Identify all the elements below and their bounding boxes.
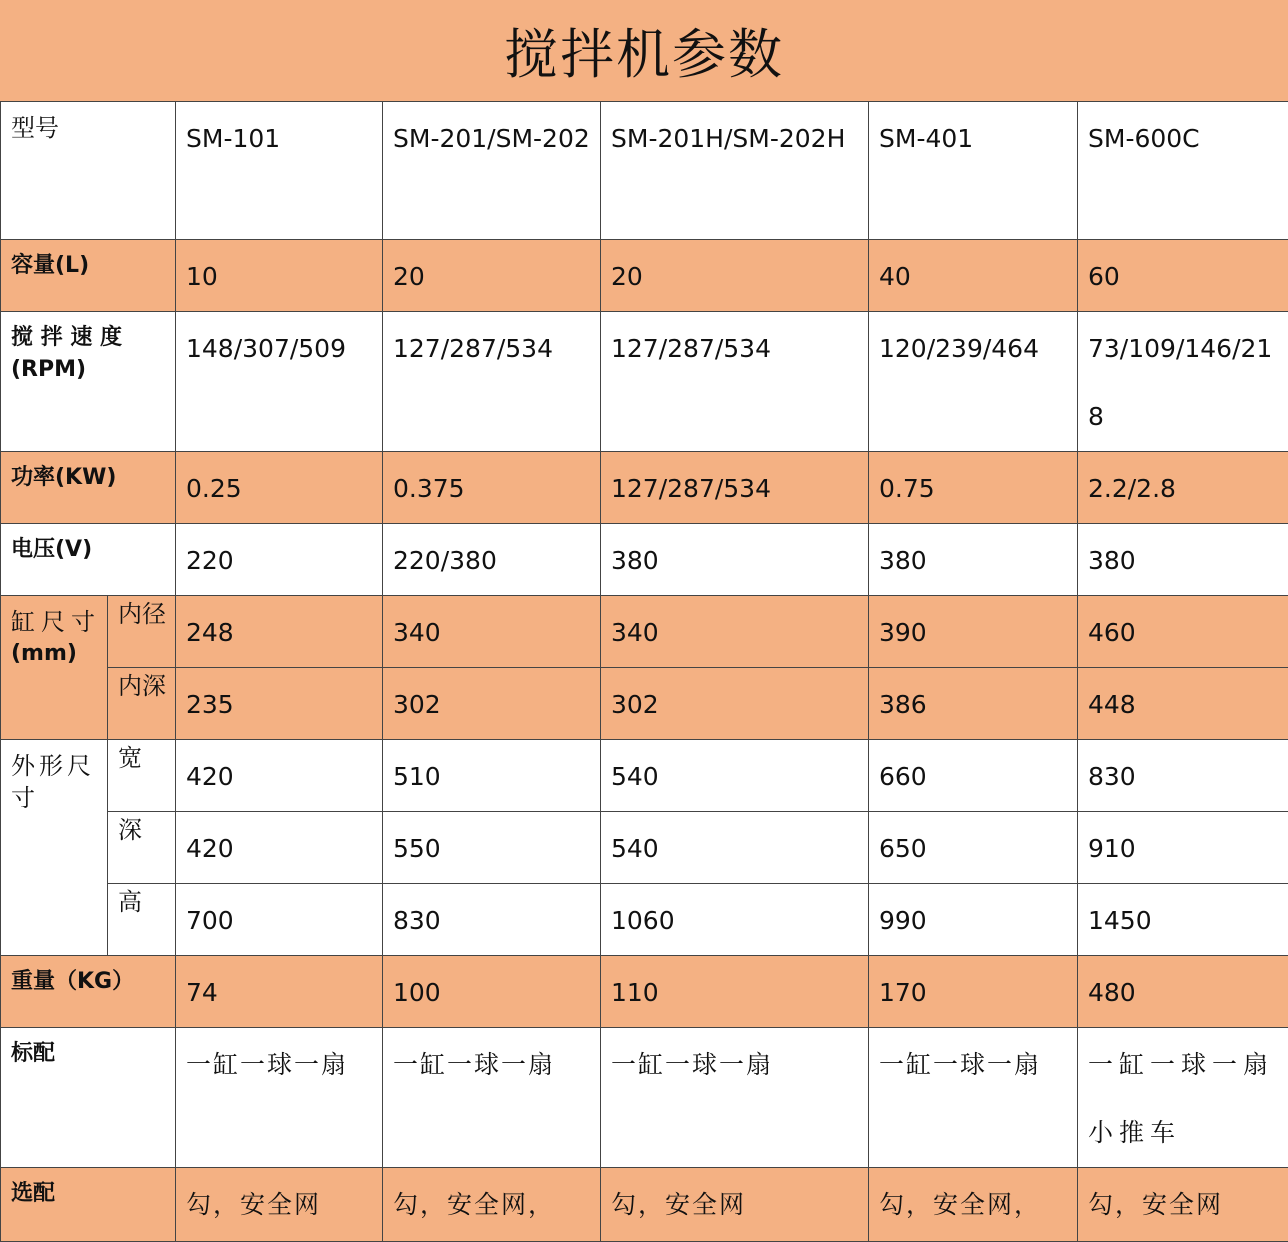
- table-row-optional: [1, 1168, 1288, 1242]
- cell-depth-1: 420: [176, 812, 383, 884]
- cell-height-5: 1450: [1078, 884, 1288, 956]
- cell-speed-3: 127/287/534: [601, 312, 869, 452]
- cell-inner-diameter-1: 248: [176, 596, 383, 668]
- table-row-height: [1, 884, 1288, 956]
- sub-label-inner-diameter: 内径: [108, 596, 176, 668]
- cell-height-4: 990: [869, 884, 1078, 956]
- cell-optional-3: 勾，安全网: [601, 1168, 869, 1242]
- row-label-speed-cn: 搅 拌 速 度: [11, 322, 175, 354]
- table-row-model: [1, 102, 1288, 240]
- cell-standard-2: 一缸一球一扇: [383, 1028, 601, 1168]
- cell-inner-diameter-3: 340: [601, 596, 869, 668]
- row-label-bowl-unit: (mm): [11, 638, 107, 670]
- table-row-speed: [1, 312, 1288, 452]
- table-row-capacity: [1, 240, 1288, 312]
- sub-label-height: 高: [108, 884, 176, 956]
- row-label-speed: [1, 312, 176, 452]
- cell-optional-5: 勾，安全网: [1078, 1168, 1288, 1242]
- cell-depth-2: 550: [383, 812, 601, 884]
- cell-standard-3: 一缸一球一扇: [601, 1028, 869, 1168]
- cell-model-2: SM-201/SM-202: [383, 102, 601, 240]
- cell-optional-1: 勾，安全网: [176, 1168, 383, 1242]
- cell-inner-depth-2: 302: [383, 668, 601, 740]
- row-label-weight: 重量（KG）: [1, 956, 176, 1028]
- cell-speed-1: 148/307/509: [176, 312, 383, 452]
- row-label-dimensions: [1, 740, 108, 956]
- row-label-power: 功率(KW): [1, 452, 176, 524]
- row-label-standard: 标配: [1, 1028, 176, 1168]
- cell-depth-4: 650: [869, 812, 1078, 884]
- cell-optional-4: 勾，安全网，: [869, 1168, 1078, 1242]
- cell-model-5: SM-600C: [1078, 102, 1288, 240]
- cell-model-4: SM-401: [869, 102, 1078, 240]
- cell-width-2: 510: [383, 740, 601, 812]
- cell-capacity-1: 10: [176, 240, 383, 312]
- cell-power-1: 0.25: [176, 452, 383, 524]
- table-row-width: [1, 740, 1288, 812]
- cell-voltage-5: 380: [1078, 524, 1288, 596]
- row-label-speed-unit: (RPM): [11, 354, 175, 386]
- cell-capacity-2: 20: [383, 240, 601, 312]
- cell-power-2: 0.375: [383, 452, 601, 524]
- cell-speed-2: 127/287/534: [383, 312, 601, 452]
- table-row-power: [1, 452, 1288, 524]
- cell-depth-3: 540: [601, 812, 869, 884]
- page-title: 搅拌机参数: [0, 0, 1288, 102]
- cell-capacity-5: 60: [1078, 240, 1288, 312]
- cell-width-1: 420: [176, 740, 383, 812]
- sub-label-inner-depth: 内深: [108, 668, 176, 740]
- cell-standard-4: 一缸一球一扇: [869, 1028, 1078, 1168]
- cell-width-4: 660: [869, 740, 1078, 812]
- cell-capacity-3: 20: [601, 240, 869, 312]
- row-label-dimensions-cn: 外形尺寸: [11, 750, 107, 814]
- cell-power-4: 0.75: [869, 452, 1078, 524]
- sub-label-width: 宽: [108, 740, 176, 812]
- cell-speed-4: 120/239/464: [869, 312, 1078, 452]
- cell-standard-1: 一缸一球一扇: [176, 1028, 383, 1168]
- sub-label-depth: 深: [108, 812, 176, 884]
- row-label-voltage: 电压(V): [1, 524, 176, 596]
- table-row-standard: [1, 1028, 1288, 1168]
- cell-weight-3: 110: [601, 956, 869, 1028]
- cell-voltage-2: 220/380: [383, 524, 601, 596]
- table-row-inner-diameter: [1, 596, 1288, 668]
- cell-speed-5: 73/109/146/218: [1078, 312, 1288, 452]
- cell-inner-depth-5: 448: [1078, 668, 1288, 740]
- cell-height-2: 830: [383, 884, 601, 956]
- row-label-bowl-cn: 缸尺寸: [11, 606, 107, 638]
- cell-inner-diameter-4: 390: [869, 596, 1078, 668]
- cell-model-1: SM-101: [176, 102, 383, 240]
- cell-inner-diameter-5: 460: [1078, 596, 1288, 668]
- cell-height-1: 700: [176, 884, 383, 956]
- table-row-depth: [1, 812, 1288, 884]
- cell-power-3: 127/287/534: [601, 452, 869, 524]
- row-label-optional: 选配: [1, 1168, 176, 1242]
- cell-weight-5: 480: [1078, 956, 1288, 1028]
- cell-voltage-1: 220: [176, 524, 383, 596]
- cell-inner-depth-4: 386: [869, 668, 1078, 740]
- row-label-model: 型号: [1, 102, 176, 240]
- cell-inner-depth-1: 235: [176, 668, 383, 740]
- table-row-voltage: [1, 524, 1288, 596]
- spec-table: [0, 101, 1288, 1242]
- cell-power-5: 2.2/2.8: [1078, 452, 1288, 524]
- row-label-capacity: 容量(L): [1, 240, 176, 312]
- cell-inner-depth-3: 302: [601, 668, 869, 740]
- cell-inner-diameter-2: 340: [383, 596, 601, 668]
- table-row-weight: [1, 956, 1288, 1028]
- cell-width-3: 540: [601, 740, 869, 812]
- cell-weight-2: 100: [383, 956, 601, 1028]
- cell-depth-5: 910: [1078, 812, 1288, 884]
- cell-voltage-4: 380: [869, 524, 1078, 596]
- cell-weight-1: 74: [176, 956, 383, 1028]
- table-row-inner-depth: [1, 668, 1288, 740]
- cell-standard-5: 一缸一球一扇小推车: [1078, 1028, 1288, 1168]
- cell-capacity-4: 40: [869, 240, 1078, 312]
- cell-model-3: SM-201H/SM-202H: [601, 102, 869, 240]
- cell-voltage-3: 380: [601, 524, 869, 596]
- cell-height-3: 1060: [601, 884, 869, 956]
- cell-optional-2: 勾，安全网，: [383, 1168, 601, 1242]
- cell-weight-4: 170: [869, 956, 1078, 1028]
- cell-width-5: 830: [1078, 740, 1288, 812]
- row-label-bowl: [1, 596, 108, 740]
